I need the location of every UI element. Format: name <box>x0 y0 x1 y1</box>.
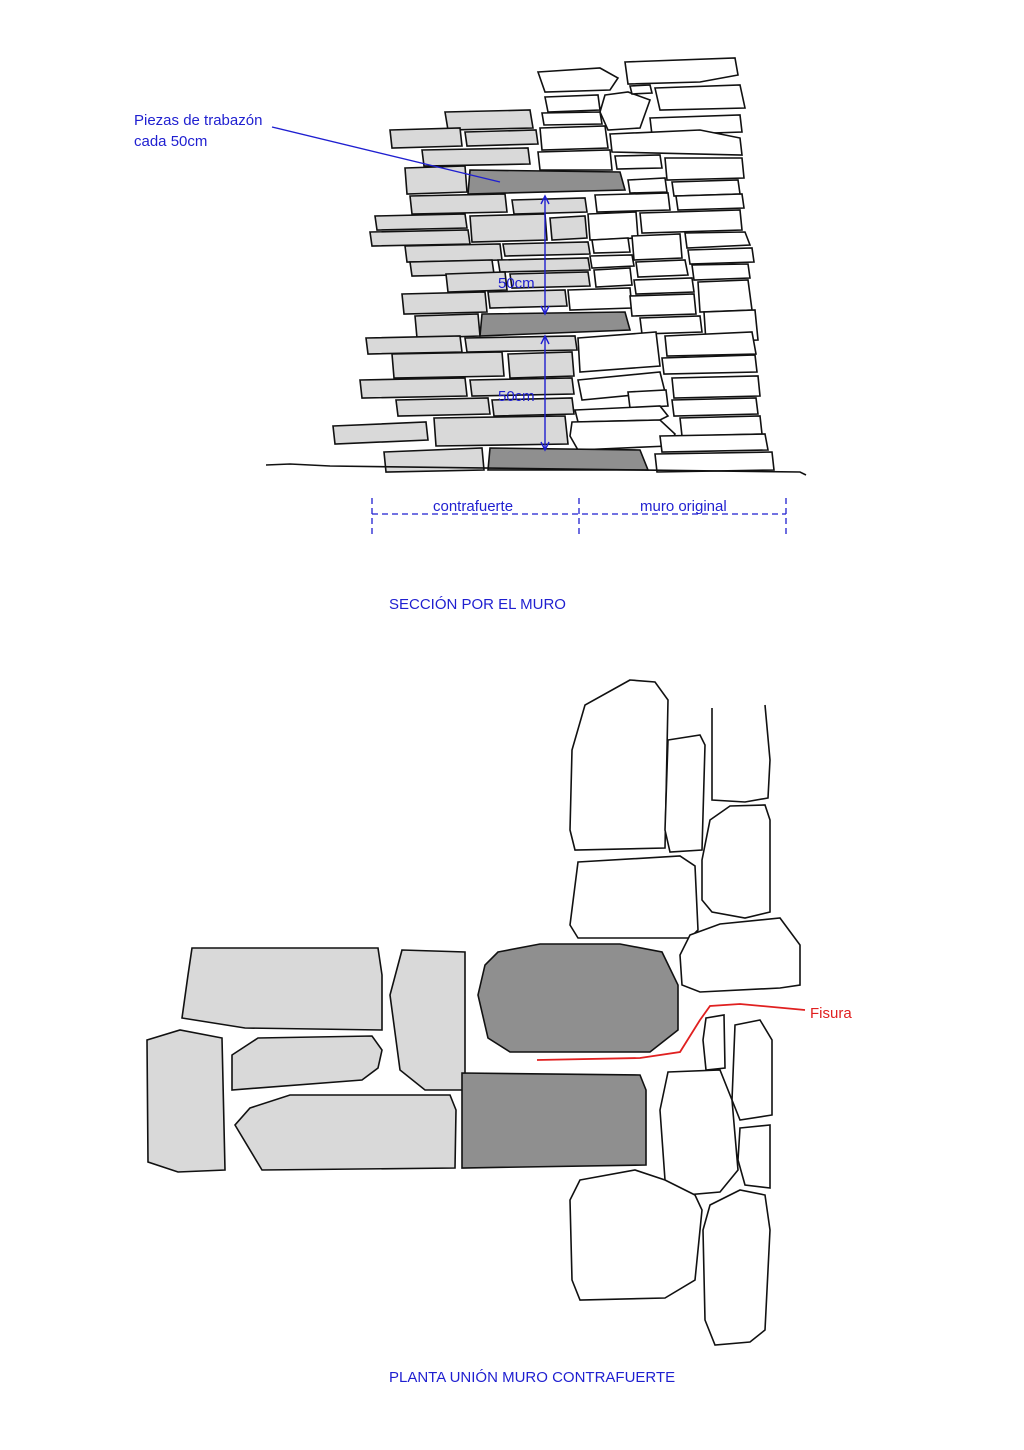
buttress-stone <box>235 1095 456 1170</box>
buttress-stone <box>470 214 547 242</box>
wall-stone <box>702 805 770 918</box>
wall-stone <box>632 234 682 260</box>
wall-stone <box>545 95 600 112</box>
wall-stone <box>570 1170 702 1300</box>
tie-stone <box>468 170 625 194</box>
buttress-stone <box>396 398 490 416</box>
wall-stone <box>630 294 696 316</box>
buttress-stone <box>508 352 574 378</box>
wall-stone <box>672 398 758 416</box>
callout-label-line2: cada 50cm <box>134 133 208 150</box>
plan-tie-stones <box>462 944 678 1168</box>
buttress-stone <box>503 242 590 256</box>
wall-stone <box>672 376 760 398</box>
buttress-stone <box>465 130 538 146</box>
dimension-label-lower: 50cm <box>498 388 535 405</box>
buttress-stone <box>512 198 587 214</box>
buttress-stone <box>392 352 504 378</box>
tie-stone <box>462 1073 646 1168</box>
buttress-stone <box>390 128 462 148</box>
plan-title: PLANTA UNIÓN MURO CONTRAFUERTE <box>389 1369 676 1386</box>
wall-stone <box>640 316 702 334</box>
wall-stone <box>703 1015 725 1070</box>
wall-stone <box>594 268 632 287</box>
wall-stone <box>625 58 738 84</box>
buttress-stone <box>415 314 480 338</box>
wall-stone <box>540 126 608 150</box>
crack-label: Fisura <box>810 1005 852 1022</box>
wall-stone <box>600 92 650 130</box>
buttress-stone <box>182 948 382 1030</box>
plan-buttress-stones <box>147 948 465 1172</box>
zone-label-original-wall: muro original <box>640 498 727 515</box>
buttress-stone <box>410 194 507 214</box>
buttress-stone <box>147 1030 225 1172</box>
wall-stone <box>570 856 698 938</box>
buttress-stone <box>366 336 462 354</box>
buttress-stone <box>333 422 428 444</box>
wall-stone <box>630 85 652 94</box>
wall-stone <box>692 264 750 280</box>
wall-stone <box>685 232 750 248</box>
wall-stone <box>732 1020 772 1120</box>
buttress-stone <box>465 336 577 352</box>
wall-stone <box>655 452 774 472</box>
wall-stone <box>660 1070 738 1195</box>
wall-stone <box>703 1190 770 1345</box>
buttress-stone <box>550 216 587 240</box>
wall-stone <box>590 255 634 268</box>
tie-stone <box>480 312 630 336</box>
buttress-stone <box>370 230 470 246</box>
wall-stone <box>676 194 744 210</box>
wall-stone <box>655 85 745 110</box>
buttress-stone <box>360 378 467 398</box>
wall-stone <box>610 130 742 155</box>
wall-stone <box>665 735 705 852</box>
wall-stone <box>538 150 612 170</box>
wall-stone <box>578 332 660 372</box>
buttress-stone <box>375 214 467 230</box>
wall-stone <box>640 210 742 233</box>
wall-stone <box>636 260 688 277</box>
wall-stone <box>628 390 668 408</box>
wall-stone <box>628 178 667 193</box>
wall-stone <box>738 1125 770 1188</box>
wall-stone <box>662 355 757 374</box>
wall-stone <box>615 155 662 169</box>
wall-stone <box>592 238 630 253</box>
buttress-stone <box>402 292 487 314</box>
callout-label-line1: Piezas de trabazón <box>134 112 263 129</box>
plan-view <box>147 680 852 1386</box>
wall-stone <box>665 158 744 180</box>
tie-stone <box>488 448 648 470</box>
wall-stone <box>568 288 632 310</box>
tie-stone <box>478 944 678 1052</box>
zone-label-buttress: contrafuerte <box>433 498 514 515</box>
wall-stone <box>698 280 752 312</box>
wall-stone <box>712 705 770 802</box>
buttress-stone <box>498 258 590 272</box>
buttress-stone <box>405 166 467 194</box>
wall-stone <box>688 248 754 264</box>
wall-stone <box>665 332 756 356</box>
wall-stone <box>538 68 618 92</box>
buttress-stone <box>422 148 530 166</box>
wall-stone <box>634 278 694 294</box>
buttress-stone <box>488 290 567 308</box>
section-view <box>134 58 806 613</box>
wall-stone <box>570 420 675 450</box>
buttress-stone <box>232 1036 382 1090</box>
buttress-stone <box>405 244 502 262</box>
buttress-stone <box>445 110 533 130</box>
buttress-stone <box>390 950 465 1090</box>
wall-stone <box>542 112 602 125</box>
buttress-stone <box>434 416 568 446</box>
wall-stone <box>680 416 762 436</box>
section-title: SECCIÓN POR EL MURO <box>389 596 566 613</box>
dimension-label-upper: 50cm <box>498 275 535 292</box>
wall-stone <box>595 193 670 212</box>
wall-stone <box>570 680 668 850</box>
wall-stone <box>660 434 768 452</box>
wall-stone <box>588 212 638 240</box>
